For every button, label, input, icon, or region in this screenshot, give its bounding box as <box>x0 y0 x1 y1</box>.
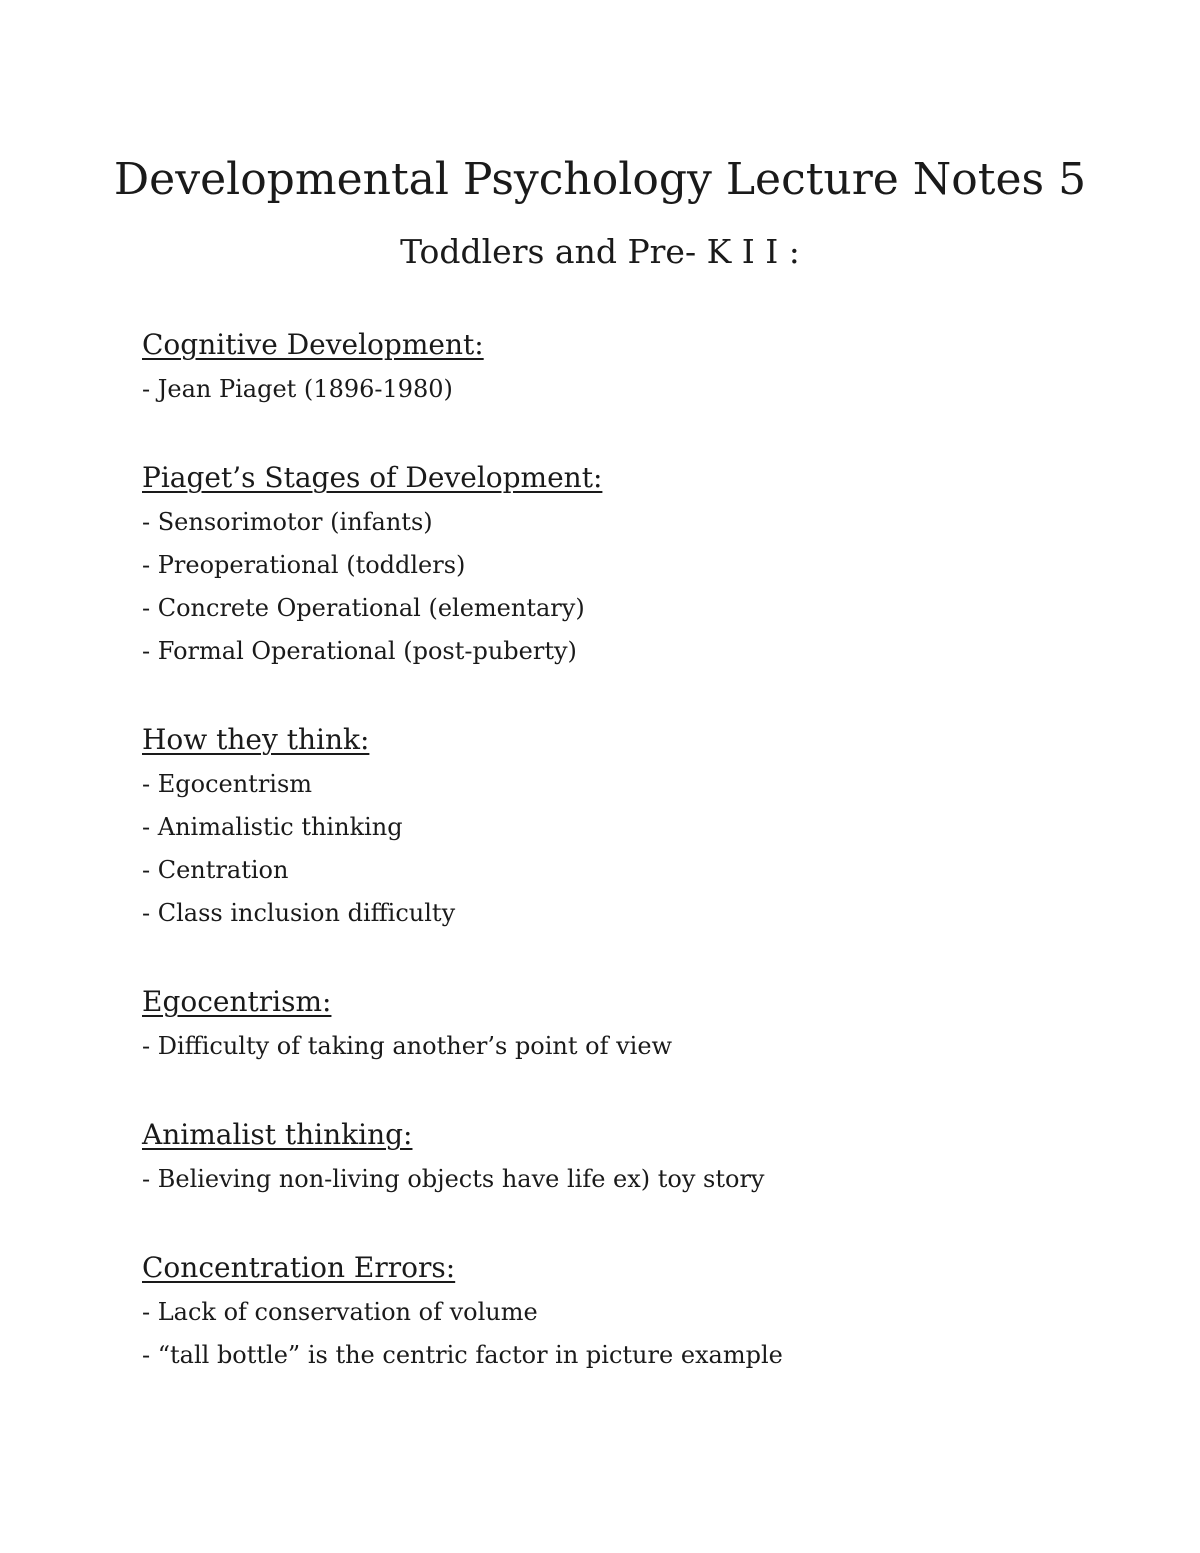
section-heading: Concentration Errors: <box>142 1251 456 1284</box>
bullet-list <box>142 763 1142 935</box>
list-item: - Jean Piaget (1896-1980) <box>142 375 453 403</box>
list-item: - “tall bottle” is the centric factor in picture example <box>142 1341 783 1369</box>
list-item: - Concrete Operational (elementary) <box>142 594 585 622</box>
bullet-list <box>142 1158 1142 1201</box>
list-item: - Animalistic thinking <box>142 813 403 841</box>
list-item: - Lack of conservation of volume <box>142 1298 538 1326</box>
bullet-list <box>142 1025 1142 1068</box>
section-heading: Cognitive Development: <box>142 328 484 361</box>
bullet-list <box>142 368 1142 411</box>
list-item: - Class inclusion difficulty <box>142 899 456 927</box>
list-item: - Preoperational (toddlers) <box>142 551 466 579</box>
section-heading: How they think: <box>142 723 370 756</box>
list-item: - Believing non-living objects have life ex) toy story <box>142 1165 765 1193</box>
bullet-list <box>142 501 1142 673</box>
section-egocentrism <box>142 979 1142 1068</box>
page-subtitle: Toddlers and Pre- K I I : <box>400 232 800 271</box>
section-piaget-stages <box>142 455 1142 673</box>
section-how-they-think <box>142 717 1142 935</box>
section-heading: Piaget’s Stages of Development: <box>142 461 603 494</box>
section-heading: Egocentrism: <box>142 985 332 1018</box>
list-item: - Difficulty of taking another’s point of view <box>142 1032 673 1060</box>
list-item: - Formal Operational (post-puberty) <box>142 637 577 665</box>
bullet-list <box>142 1291 1142 1377</box>
section-heading: Animalist thinking: <box>142 1118 413 1151</box>
list-item: - Egocentrism <box>142 770 313 798</box>
list-item: - Sensorimotor (infants) <box>142 508 433 536</box>
notes-body <box>142 322 1142 1421</box>
page-title: Developmental Psychology Lecture Notes 5 <box>113 154 1087 205</box>
section-concentration-errors <box>142 1245 1142 1377</box>
section-cognitive-development <box>142 322 1142 411</box>
list-item: - Centration <box>142 856 289 884</box>
section-animalist-thinking <box>142 1112 1142 1201</box>
